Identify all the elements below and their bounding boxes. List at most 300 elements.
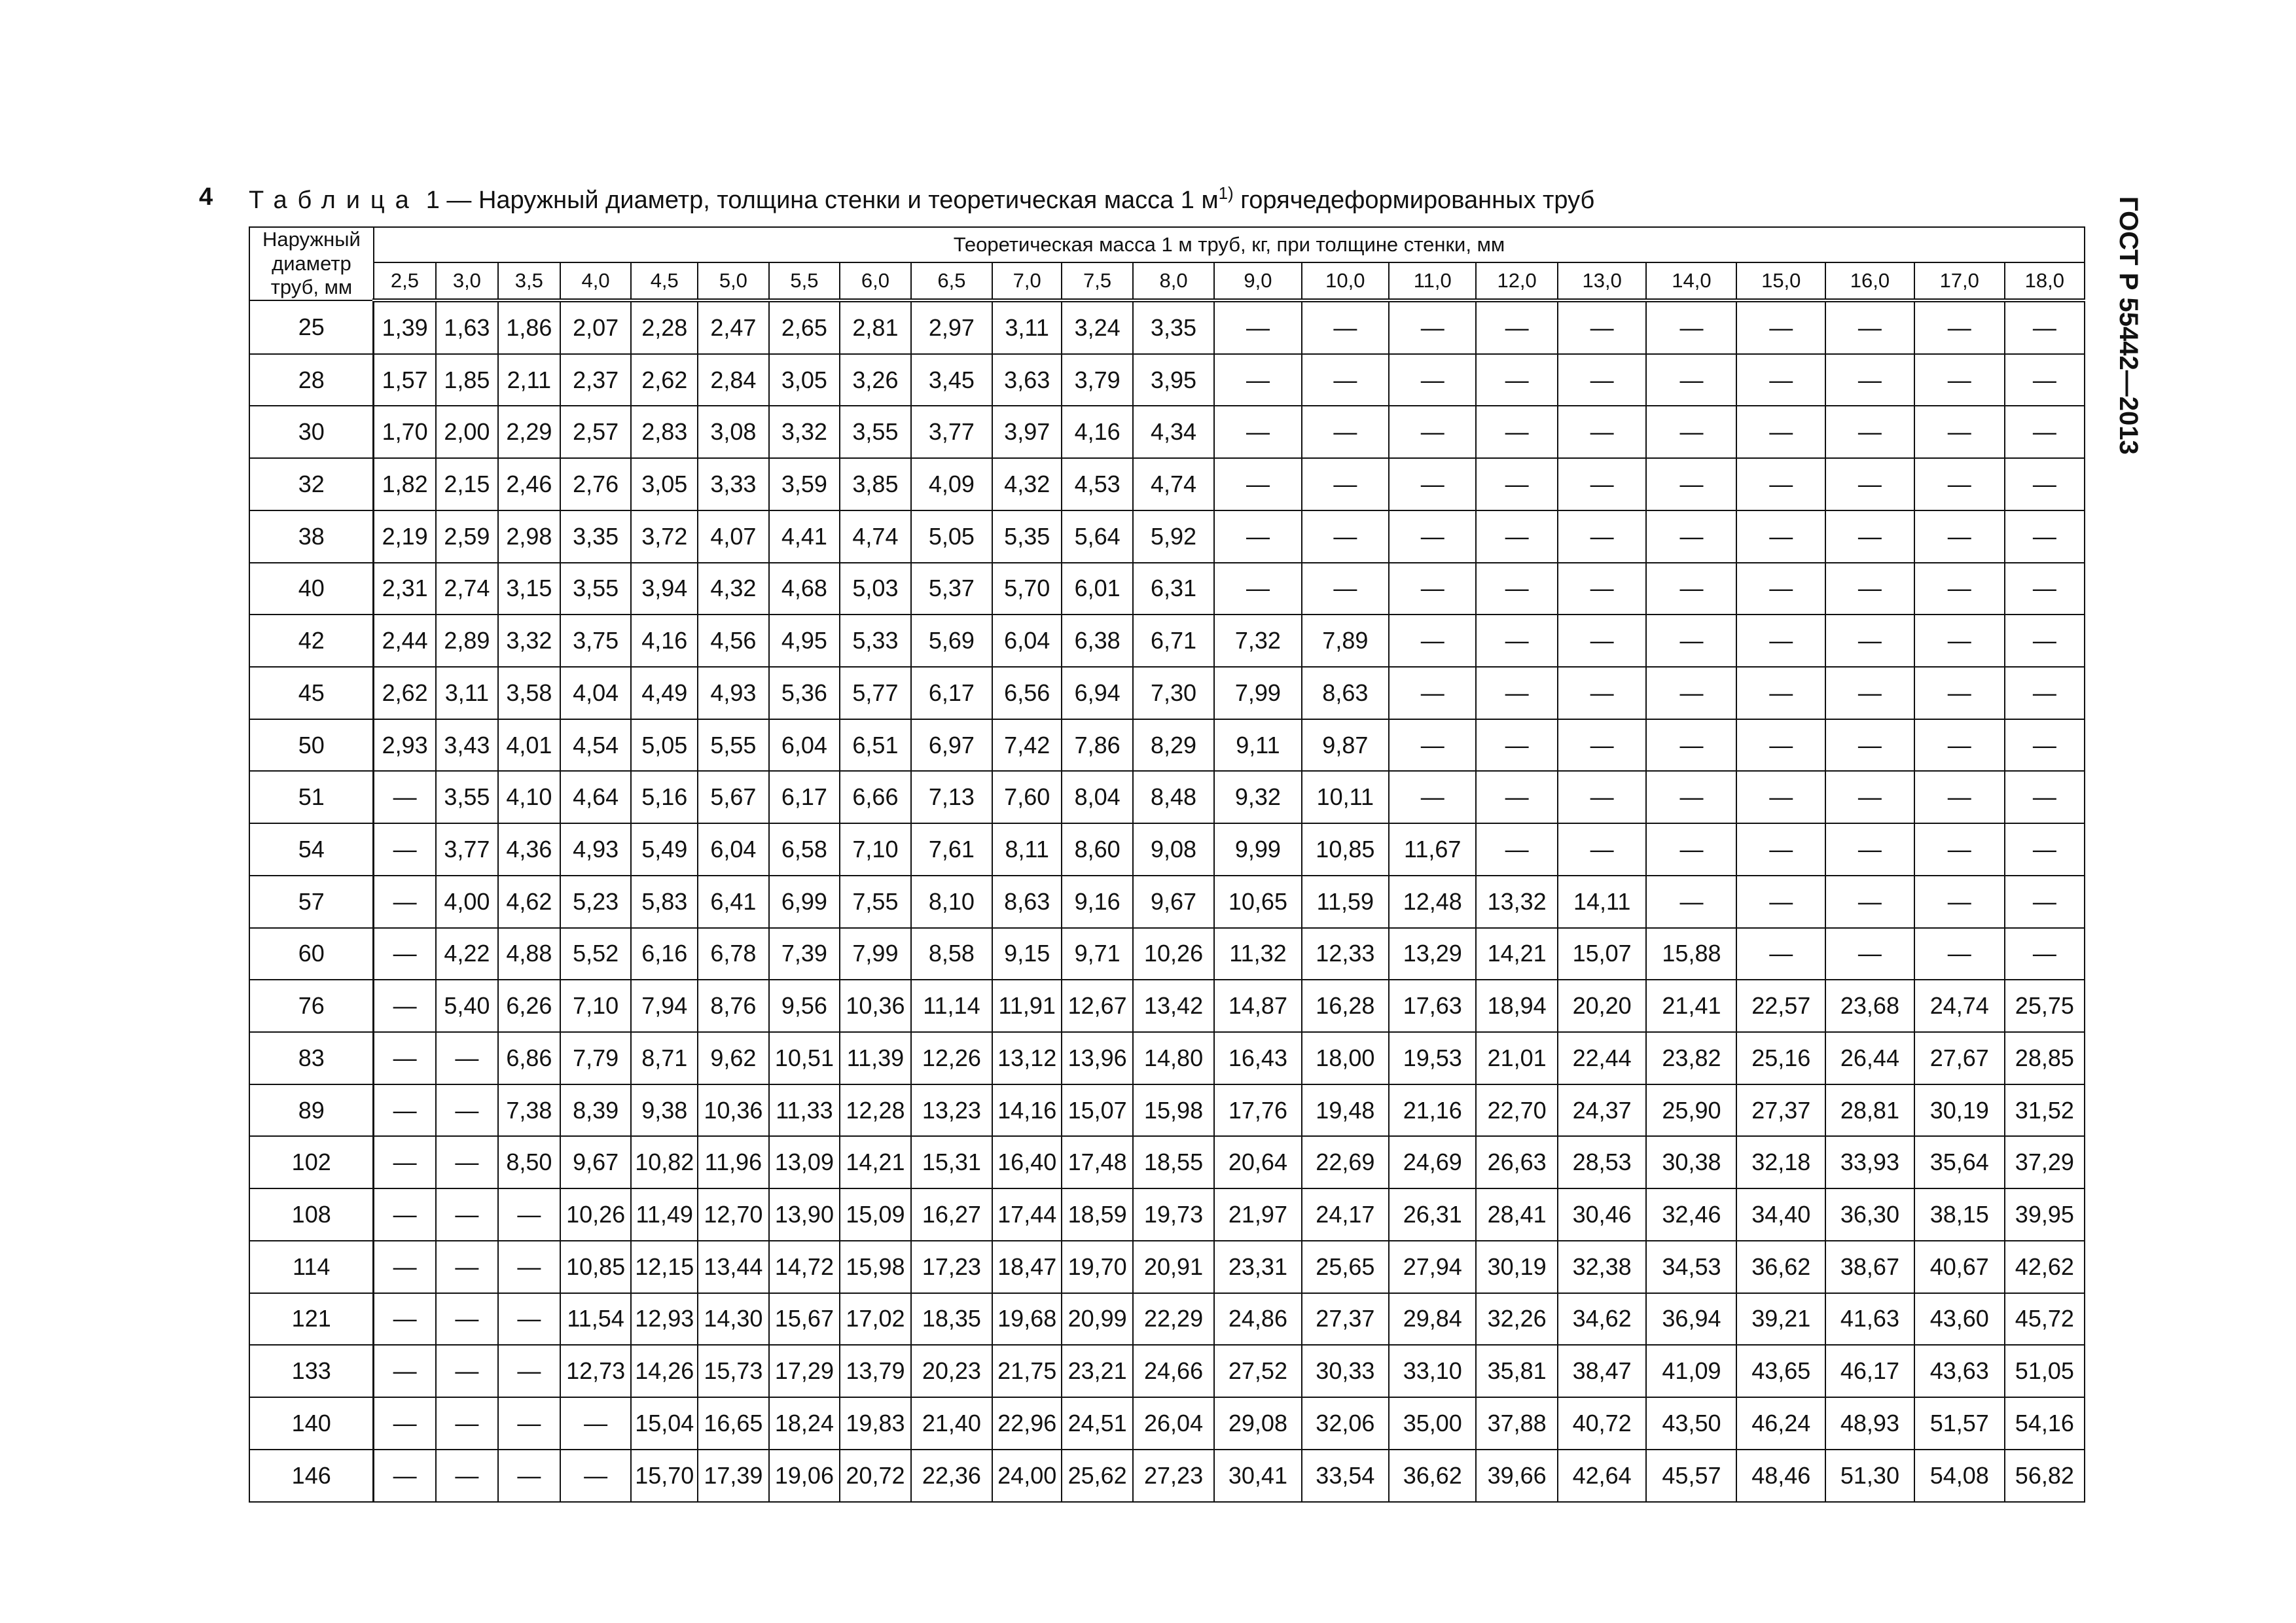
mass-cell: 12,70	[698, 1188, 769, 1241]
wall-thickness-header: 7,5	[1062, 262, 1133, 300]
mass-cell: 3,11	[992, 300, 1062, 354]
mass-cell: 20,64	[1214, 1136, 1301, 1188]
mass-cell: 24,51	[1062, 1397, 1133, 1450]
mass-cell: 3,55	[436, 771, 498, 823]
mass-cell: 19,48	[1302, 1084, 1389, 1137]
mass-cell: —	[1214, 510, 1301, 563]
mass-cell: 14,11	[1558, 876, 1647, 928]
mass-cell: 3,26	[840, 354, 911, 406]
mass-cell: 5,05	[631, 719, 698, 772]
mass-cell: 3,75	[560, 615, 632, 667]
mass-cell: 8,29	[1133, 719, 1214, 772]
mass-cell: 12,26	[911, 1032, 992, 1084]
mass-cell: 43,50	[1646, 1397, 1736, 1450]
mass-cell: 13,96	[1062, 1032, 1133, 1084]
mass-cell: —	[1914, 563, 2005, 615]
mass-cell: —	[436, 1450, 498, 1502]
document-code: ГОСТ Р 55442—2013	[2114, 196, 2143, 455]
mass-cell: 7,42	[992, 719, 1062, 772]
mass-cell: 51,05	[2005, 1345, 2085, 1397]
mass-cell: 4,07	[698, 510, 769, 563]
wall-thickness-header: 14,0	[1646, 262, 1736, 300]
mass-cell: 4,41	[769, 510, 840, 563]
diameter-cell: 83	[249, 1032, 374, 1084]
mass-cell: 9,56	[769, 980, 840, 1032]
diameter-cell: 28	[249, 354, 374, 406]
mass-cell: 3,63	[992, 354, 1062, 406]
mass-cell: —	[1558, 667, 1647, 719]
mass-cell: 46,17	[1825, 1345, 1914, 1397]
table-row	[249, 406, 2085, 458]
mass-cell: 4,09	[911, 458, 992, 510]
mass-cell: 4,10	[498, 771, 560, 823]
mass-cell: —	[1736, 406, 1825, 458]
mass-cell: 21,01	[1476, 1032, 1557, 1084]
mass-cell: —	[374, 1450, 436, 1502]
mass-cell: 13,44	[698, 1241, 769, 1293]
mass-cell: —	[1476, 563, 1557, 615]
mass-cell: —	[1736, 771, 1825, 823]
mass-cell: —	[1558, 458, 1647, 510]
mass-cell: 7,86	[1062, 719, 1133, 772]
mass-cell: 54,16	[2005, 1397, 2085, 1450]
mass-cell: 9,32	[1214, 771, 1301, 823]
mass-cell: —	[1558, 719, 1647, 772]
mass-cell: 3,32	[769, 406, 840, 458]
mass-cell: 22,96	[992, 1397, 1062, 1450]
mass-cell: 5,16	[631, 771, 698, 823]
mass-cell: —	[1736, 667, 1825, 719]
mass-cell: 7,38	[498, 1084, 560, 1137]
mass-cell: 33,10	[1389, 1345, 1476, 1397]
mass-cell: —	[1825, 771, 1914, 823]
mass-cell: 2,98	[498, 510, 560, 563]
mass-cell: 14,87	[1214, 980, 1301, 1032]
mass-cell: —	[1389, 667, 1476, 719]
mass-cell: 17,29	[769, 1345, 840, 1397]
mass-cell: 16,28	[1302, 980, 1389, 1032]
mass-cell: —	[1302, 563, 1389, 615]
mass-cell: 27,37	[1736, 1084, 1825, 1137]
mass-cell: 24,00	[992, 1450, 1062, 1502]
mass-cell: 8,63	[992, 876, 1062, 928]
mass-cell: 2,47	[698, 300, 769, 354]
mass-cell: 3,77	[436, 823, 498, 876]
mass-cell: —	[1825, 354, 1914, 406]
mass-cell: 2,46	[498, 458, 560, 510]
diameter-cell: 121	[249, 1293, 374, 1346]
table-row	[249, 1241, 2085, 1293]
mass-cell: 19,06	[769, 1450, 840, 1502]
mass-cell: 1,63	[436, 300, 498, 354]
mass-cell: —	[498, 1450, 560, 1502]
mass-cell: —	[1646, 771, 1736, 823]
mass-cell: 5,69	[911, 615, 992, 667]
mass-cell: 30,46	[1558, 1188, 1647, 1241]
wall-thickness-header: 3,0	[436, 262, 498, 300]
mass-cell: 32,26	[1476, 1293, 1557, 1346]
mass-cell: —	[1476, 458, 1557, 510]
mass-cell: 3,08	[698, 406, 769, 458]
mass-cell: 20,91	[1133, 1241, 1214, 1293]
mass-cell: 10,36	[698, 1084, 769, 1137]
mass-cell: 16,40	[992, 1136, 1062, 1188]
mass-cell: 24,17	[1302, 1188, 1389, 1241]
mass-cell: 5,35	[992, 510, 1062, 563]
mass-cell: 12,33	[1302, 928, 1389, 980]
mass-cell: 9,99	[1214, 823, 1301, 876]
wall-thickness-header: 12,0	[1476, 262, 1557, 300]
mass-cell: 3,05	[631, 458, 698, 510]
mass-cell: —	[374, 1032, 436, 1084]
mass-cell: —	[1914, 719, 2005, 772]
mass-cell: 5,49	[631, 823, 698, 876]
mass-cell: 15,70	[631, 1450, 698, 1502]
mass-cell: 39,21	[1736, 1293, 1825, 1346]
mass-cell: —	[374, 1136, 436, 1188]
mass-cell: 11,91	[992, 980, 1062, 1032]
mass-cell: 29,08	[1214, 1397, 1301, 1450]
mass-cell: —	[2005, 615, 2085, 667]
mass-cell: 4,74	[840, 510, 911, 563]
wall-thickness-header: 13,0	[1558, 262, 1647, 300]
mass-cell: —	[1914, 876, 2005, 928]
mass-cell: —	[560, 1397, 632, 1450]
mass-cell: 16,27	[911, 1188, 992, 1241]
mass-cell: 17,63	[1389, 980, 1476, 1032]
mass-cell: —	[1736, 458, 1825, 510]
mass-cell: 7,60	[992, 771, 1062, 823]
mass-cell: —	[1646, 823, 1736, 876]
mass-cell: 3,59	[769, 458, 840, 510]
mass-cell: 2,28	[631, 300, 698, 354]
mass-cell: —	[436, 1136, 498, 1188]
mass-cell: 19,68	[992, 1293, 1062, 1346]
mass-cell: 10,85	[560, 1241, 632, 1293]
caption-text-end: горячедеформированных труб	[1233, 187, 1595, 214]
mass-cell: 22,29	[1133, 1293, 1214, 1346]
mass-cell: 19,70	[1062, 1241, 1133, 1293]
mass-cell: 23,82	[1646, 1032, 1736, 1084]
mass-cell: —	[1914, 771, 2005, 823]
mass-cell: —	[374, 980, 436, 1032]
mass-cell: 4,49	[631, 667, 698, 719]
mass-cell: 2,76	[560, 458, 632, 510]
mass-cell: —	[1825, 615, 1914, 667]
mass-cell: 31,52	[2005, 1084, 2085, 1137]
mass-cell: 5,40	[436, 980, 498, 1032]
mass-cell: —	[436, 1032, 498, 1084]
mass-cell: 6,56	[992, 667, 1062, 719]
mass-cell: 12,28	[840, 1084, 911, 1137]
header-row-top	[249, 227, 2085, 262]
mass-cell: 18,55	[1133, 1136, 1214, 1188]
mass-cell: 5,52	[560, 928, 632, 980]
mass-cell: 17,23	[911, 1241, 992, 1293]
diameter-cell: 89	[249, 1084, 374, 1137]
mass-cell: 6,97	[911, 719, 992, 772]
mass-cell: 3,55	[560, 563, 632, 615]
mass-cell: 48,93	[1825, 1397, 1914, 1450]
wall-thickness-header: 3,5	[498, 262, 560, 300]
mass-cell: —	[2005, 458, 2085, 510]
mass-cell: 22,44	[1558, 1032, 1647, 1084]
wall-thickness-header-row	[249, 262, 2085, 300]
mass-cell: —	[374, 771, 436, 823]
mass-cell: 6,38	[1062, 615, 1133, 667]
mass-cell: 23,68	[1825, 980, 1914, 1032]
mass-cell: 4,88	[498, 928, 560, 980]
mass-cell: —	[1389, 354, 1476, 406]
mass-cell: —	[1389, 300, 1476, 354]
mass-cell: —	[1646, 300, 1736, 354]
mass-cell: —	[1825, 510, 1914, 563]
mass-cell: —	[1476, 406, 1557, 458]
mass-cell: —	[1646, 510, 1736, 563]
page-number: 4	[199, 183, 213, 211]
mass-cell: —	[1389, 719, 1476, 772]
mass-cell: 28,53	[1558, 1136, 1647, 1188]
mass-cell: —	[498, 1241, 560, 1293]
mass-cell: —	[2005, 563, 2085, 615]
mass-cell: 19,53	[1389, 1032, 1476, 1084]
mass-cell: 7,30	[1133, 667, 1214, 719]
mass-cell: 3,95	[1133, 354, 1214, 406]
mass-cell: 1,39	[374, 300, 436, 354]
mass-cell: 45,57	[1646, 1450, 1736, 1502]
mass-cell: 42,62	[2005, 1241, 2085, 1293]
mass-cell: 22,57	[1736, 980, 1825, 1032]
mass-cell: 33,54	[1302, 1450, 1389, 1502]
mass-cell: 21,41	[1646, 980, 1736, 1032]
mass-cell: 35,00	[1389, 1397, 1476, 1450]
mass-cell: 3,05	[769, 354, 840, 406]
mass-cell: 42,64	[1558, 1450, 1647, 1502]
mass-cell: 7,55	[840, 876, 911, 928]
mass-cell: —	[498, 1345, 560, 1397]
mass-cell: 27,23	[1133, 1450, 1214, 1502]
mass-cell: —	[1646, 667, 1736, 719]
mass-cell: 12,67	[1062, 980, 1133, 1032]
mass-cell: 17,48	[1062, 1136, 1133, 1188]
mass-cell: 26,63	[1476, 1136, 1557, 1188]
mass-cell: 4,68	[769, 563, 840, 615]
mass-cell: 6,04	[769, 719, 840, 772]
wall-thickness-header: 15,0	[1736, 262, 1825, 300]
mass-cell: 18,35	[911, 1293, 992, 1346]
mass-cell: —	[1558, 300, 1647, 354]
mass-cell: 2,74	[436, 563, 498, 615]
mass-cell: —	[1476, 719, 1557, 772]
diameter-cell: 102	[249, 1136, 374, 1188]
mass-cell: —	[1646, 719, 1736, 772]
mass-cell: 10,85	[1302, 823, 1389, 876]
mass-cell: 8,10	[911, 876, 992, 928]
mass-cell: 24,69	[1389, 1136, 1476, 1188]
mass-cell: 12,48	[1389, 876, 1476, 928]
mass-cell: —	[2005, 823, 2085, 876]
mass-cell: 36,30	[1825, 1188, 1914, 1241]
diameter-cell: 51	[249, 771, 374, 823]
mass-cell: 6,17	[769, 771, 840, 823]
mass-cell: 9,87	[1302, 719, 1389, 772]
mass-cell: 39,95	[2005, 1188, 2085, 1241]
mass-cell: 5,92	[1133, 510, 1214, 563]
wall-thickness-header: 6,0	[840, 262, 911, 300]
diameter-cell: 54	[249, 823, 374, 876]
mass-cell: 7,79	[560, 1032, 632, 1084]
mass-cell: —	[436, 1084, 498, 1137]
mass-cell: 15,73	[698, 1345, 769, 1397]
mass-cell: 2,00	[436, 406, 498, 458]
mass-cell: —	[1736, 876, 1825, 928]
table-row	[249, 823, 2085, 876]
table-row	[249, 1136, 2085, 1188]
mass-cell: —	[1646, 615, 1736, 667]
mass-cell: —	[1558, 510, 1647, 563]
mass-cell: 12,73	[560, 1345, 632, 1397]
mass-cell: —	[2005, 354, 2085, 406]
mass-cell: —	[1825, 823, 1914, 876]
mass-cell: 21,40	[911, 1397, 992, 1450]
mass-cell: 46,24	[1736, 1397, 1825, 1450]
mass-cell: —	[2005, 667, 2085, 719]
mass-cell: 6,99	[769, 876, 840, 928]
wall-thickness-header: 7,0	[992, 262, 1062, 300]
mass-cell: 4,64	[560, 771, 632, 823]
mass-cell: —	[1389, 563, 1476, 615]
mass-cell: —	[1825, 563, 1914, 615]
mass-cell: —	[1914, 823, 2005, 876]
mass-cell: 40,72	[1558, 1397, 1647, 1450]
mass-cell: 17,39	[698, 1450, 769, 1502]
mass-cell: 3,77	[911, 406, 992, 458]
mass-cell: 4,01	[498, 719, 560, 772]
mass-cell: 7,94	[631, 980, 698, 1032]
mass-cell: 6,41	[698, 876, 769, 928]
table-row	[249, 1450, 2085, 1502]
mass-cell: —	[1302, 300, 1389, 354]
mass-cell: —	[560, 1450, 632, 1502]
mass-cell: —	[436, 1397, 498, 1450]
table-row	[249, 1188, 2085, 1241]
mass-cell: —	[374, 1345, 436, 1397]
mass-cell: 7,99	[840, 928, 911, 980]
caption-footnote-mark: 1)	[1218, 183, 1234, 203]
mass-cell: 27,52	[1214, 1345, 1301, 1397]
mass-cell: 10,82	[631, 1136, 698, 1188]
mass-cell: —	[1558, 771, 1647, 823]
mass-cell: —	[498, 1293, 560, 1346]
mass-cell: 17,02	[840, 1293, 911, 1346]
mass-cell: —	[2005, 876, 2085, 928]
diameter-cell: 32	[249, 458, 374, 510]
mass-cell: 13,12	[992, 1032, 1062, 1084]
mass-cell: 8,11	[992, 823, 1062, 876]
mass-cell: 4,53	[1062, 458, 1133, 510]
mass-cell: 5,55	[698, 719, 769, 772]
mass-cell: 26,31	[1389, 1188, 1476, 1241]
mass-cell: 25,75	[2005, 980, 2085, 1032]
mass-cell: 3,45	[911, 354, 992, 406]
mass-cell: 5,37	[911, 563, 992, 615]
mass-cell: —	[1825, 458, 1914, 510]
table-row	[249, 1345, 2085, 1397]
mass-cell: 4,62	[498, 876, 560, 928]
mass-cell: 8,39	[560, 1084, 632, 1137]
mass-cell: 15,31	[911, 1136, 992, 1188]
mass-cell: —	[374, 823, 436, 876]
mass-cell: 10,26	[560, 1188, 632, 1241]
diameter-cell: 108	[249, 1188, 374, 1241]
mass-cell: 20,99	[1062, 1293, 1133, 1346]
mass-cell: —	[1825, 300, 1914, 354]
mass-cell: 9,15	[992, 928, 1062, 980]
mass-cell: 14,30	[698, 1293, 769, 1346]
mass-cell: 34,40	[1736, 1188, 1825, 1241]
mass-cell: 24,66	[1133, 1345, 1214, 1397]
mass-cell: 39,66	[1476, 1450, 1557, 1502]
mass-cell: —	[1558, 823, 1647, 876]
mass-cell: —	[1302, 510, 1389, 563]
mass-cell: 4,00	[436, 876, 498, 928]
mass-cell: —	[1914, 928, 2005, 980]
mass-cell: 14,21	[840, 1136, 911, 1188]
mass-cell: 24,86	[1214, 1293, 1301, 1346]
mass-cell: —	[1825, 406, 1914, 458]
mass-cell: 5,23	[560, 876, 632, 928]
mass-cell: —	[1825, 928, 1914, 980]
mass-cell: 4,54	[560, 719, 632, 772]
mass-cell: 20,20	[1558, 980, 1647, 1032]
mass-cell: 30,33	[1302, 1345, 1389, 1397]
mass-cell: —	[1825, 876, 1914, 928]
mass-cell: —	[436, 1241, 498, 1293]
mass-cell: 13,42	[1133, 980, 1214, 1032]
caption-number: 1	[425, 187, 440, 214]
diameter-cell: 40	[249, 563, 374, 615]
mass-cell: 56,82	[2005, 1450, 2085, 1502]
mass-cell: —	[1302, 354, 1389, 406]
mass-cell: 8,04	[1062, 771, 1133, 823]
mass-cell: 13,29	[1389, 928, 1476, 980]
mass-cell: —	[374, 1397, 436, 1450]
mass-cell: —	[1476, 300, 1557, 354]
mass-cell: —	[1558, 354, 1647, 406]
mass-cell: 7,89	[1302, 615, 1389, 667]
table-row	[249, 1032, 2085, 1084]
mass-cell: 18,59	[1062, 1188, 1133, 1241]
mass-cell: —	[1476, 667, 1557, 719]
mass-cell: 13,09	[769, 1136, 840, 1188]
mass-cell: 2,44	[374, 615, 436, 667]
mass-cell: —	[2005, 406, 2085, 458]
mass-cell: 19,83	[840, 1397, 911, 1450]
mass-cell: 5,05	[911, 510, 992, 563]
mass-cell: 3,72	[631, 510, 698, 563]
mass-cell: 1,70	[374, 406, 436, 458]
pipe-mass-table	[249, 226, 2085, 1503]
mass-cell: 5,77	[840, 667, 911, 719]
mass-cell: 4,16	[631, 615, 698, 667]
mass-cell: 4,34	[1133, 406, 1214, 458]
mass-cell: 3,58	[498, 667, 560, 719]
mass-cell: —	[374, 928, 436, 980]
mass-cell: 22,70	[1476, 1084, 1557, 1137]
mass-cell: 6,01	[1062, 563, 1133, 615]
mass-cell: —	[1214, 354, 1301, 406]
mass-cell: —	[374, 1084, 436, 1137]
